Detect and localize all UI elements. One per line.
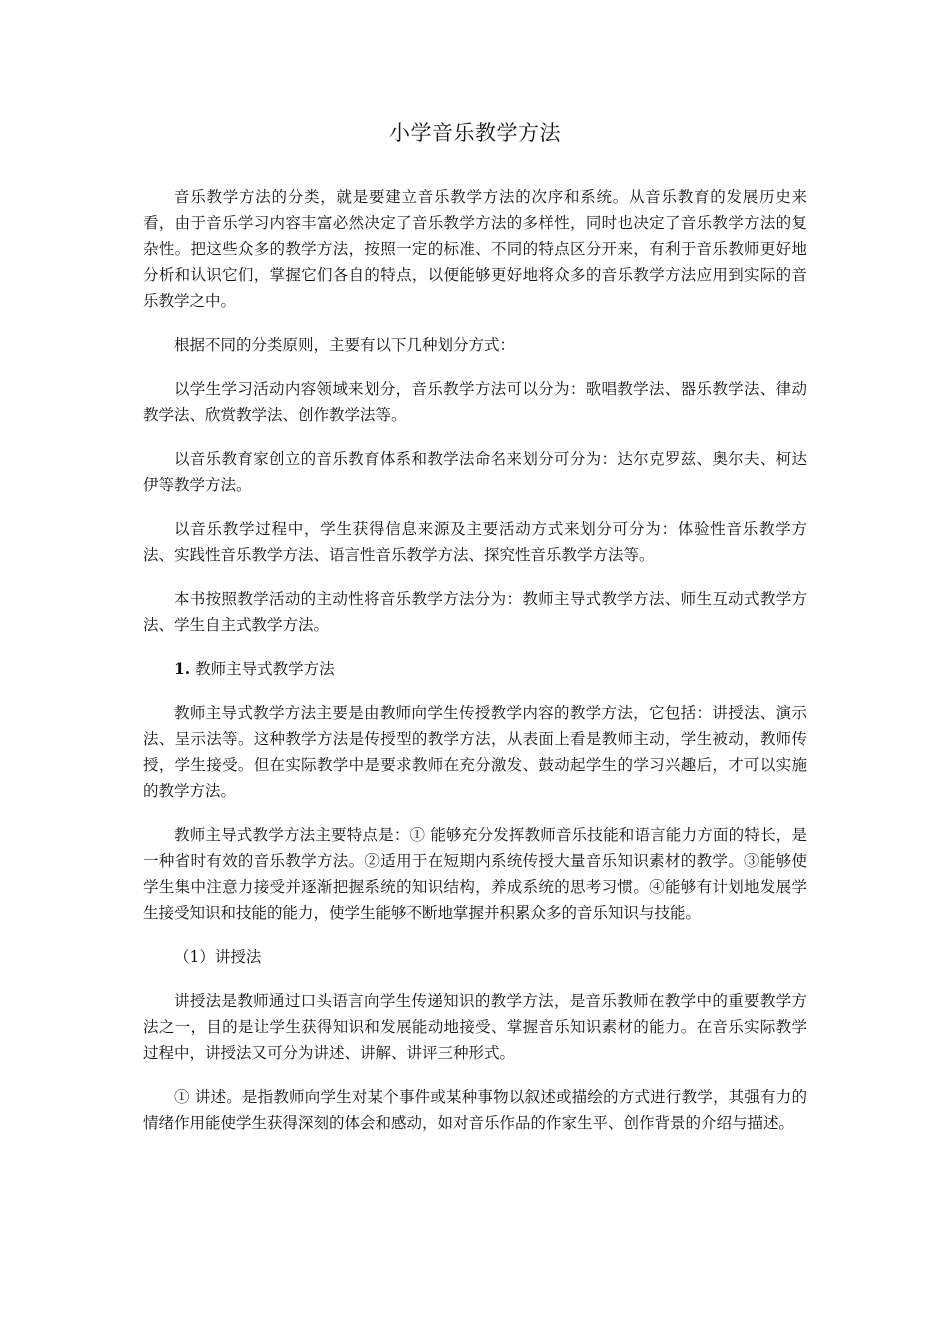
paragraph-by-educator-system: 以音乐教育家创立的音乐教育体系和教学法命名来划分可分为：达尔克罗兹、奥尔夫、柯达伊等教学方法。 — [143, 450, 807, 494]
paragraph-lecture-method: 讲授法是教师通过口头语言向学生传递知识的教学方法，是音乐教师在教学中的重要教学方法之一，目的是让学生获得知识和发展能动地接受、掌握音乐知识素材的能力。在音乐实际教学过程中，讲授法又可分为讲述、讲解、讲评三种形式。 — [143, 992, 807, 1062]
section-number: 1. — [174, 659, 191, 678]
section-heading-text: 教师主导式教学方法 — [195, 660, 335, 678]
paragraph-by-information-source: 以音乐教学过程中，学生获得信息来源及主要活动方式来划分可分为：体验性音乐教学方法、实践性音乐教学方法、语言性音乐教学方法、探究性音乐教学方法等。 — [143, 520, 807, 564]
paragraph-by-initiative: 本书按照教学活动的主动性将音乐教学方法分为：教师主导式教学方法、师生互动式教学方法、学生自主式教学方法。 — [143, 590, 807, 634]
paragraph-by-content-area: 以学生学习活动内容领域来划分，音乐教学方法可以分为：歌唱教学法、器乐教学法、律动教学法、欣赏教学法、创作教学法等。 — [143, 380, 807, 424]
paragraph-classification-intro: 音乐教学方法的分类，就是要建立音乐教学方法的次序和系统。从音乐教育的发展历史来看，由于音乐学习内容丰富必然决定了音乐教学方法的多样性，同时也决定了音乐教学方法的复杂性。把这些众多的教学方法，按照一定的标准、不同的特点区分开来，有利于音乐教师更好地分析和认识它们，掌握它们各自的特点，以便能够更好地将众多的音乐教学方法应用到实际的音乐教学之中。 — [143, 188, 807, 310]
paragraph-narration: ① 讲述。是指教师向学生对某个事件或某种事物以叙述或描绘的方式进行教学，其强有力的情绪作用能使学生获得深刻的体会和感动，如对音乐作品的作家生平、创作背景的介绍与描述。 — [143, 1088, 807, 1132]
paragraph-teacher-led-features: 教师主导式教学方法主要特点是：① 能够充分发挥教师音乐技能和语言能力方面的特长，是一种省时有效的音乐教学方法。②适用于在短期内系统传授大量音乐知识素材的教学。③能够使学生集中注意力接受并逐渐把握系统的知识结构，养成系统的思考习惯。④能够有计划地发展学生接受知识和技能的能力，使学生能够不断地掌握并积累众多的音乐知识与技能。 — [143, 826, 807, 922]
section-heading-teacher-led — [143, 656, 807, 682]
paragraph-teacher-led-definition: 教师主导式教学方法主要是由教师向学生传授教学内容的教学方法，它包括：讲授法、演示法、呈示法等。这种教学方法是传授型的教学方法，从表面上看是教师主动，学生被动，教师传授，学生接受。但在实际教学中是要求教师在充分激发、鼓动起学生的学习兴趣后，才可以实施的教学方法。 — [143, 704, 807, 800]
subsection-heading-lecture: （1）讲授法 — [174, 948, 262, 966]
document-page — [143, 118, 807, 1154]
document-title: 小学音乐教学方法 — [389, 121, 561, 145]
paragraph-division-principles: 根据不同的分类原则，主要有以下几种划分方式： — [174, 336, 516, 354]
